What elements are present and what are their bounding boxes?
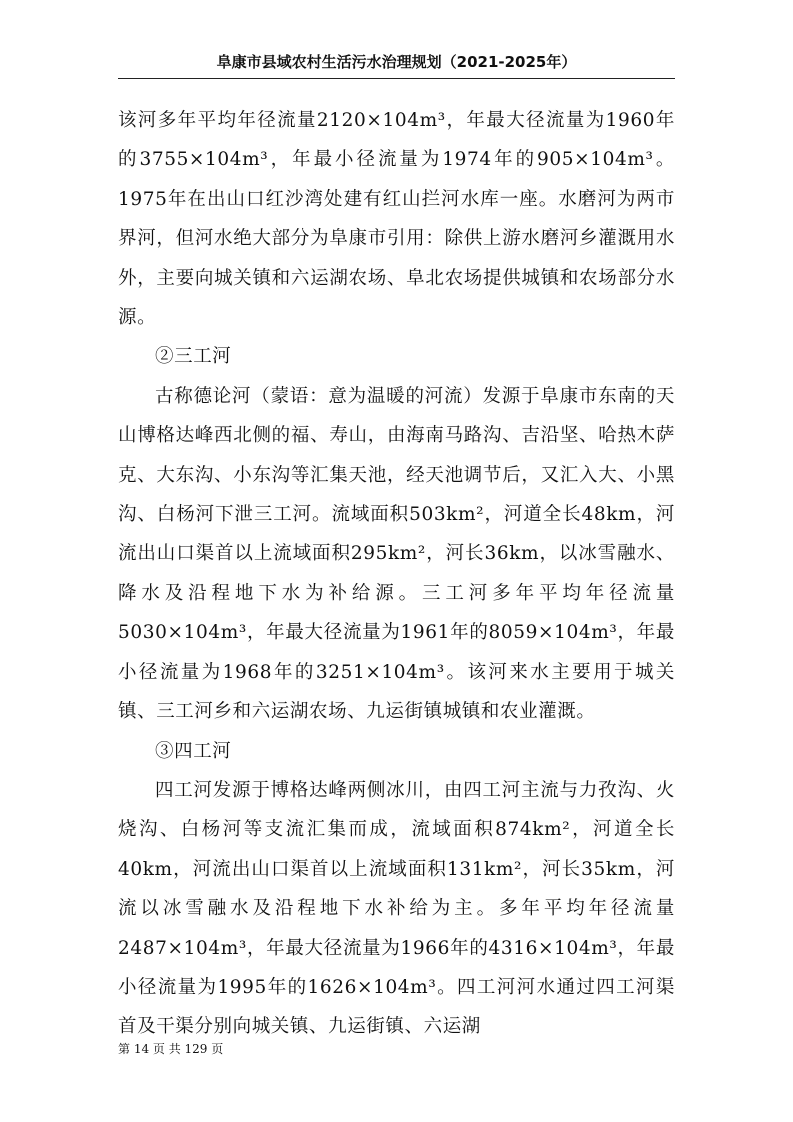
header-divider bbox=[118, 78, 675, 79]
section-heading-sigong-river: ③四工河 bbox=[155, 740, 232, 762]
paragraph-shuimo-river-runoff: 该河多年平均年径流量2120×104m³，年最大径流量为1960年的3755×104m³，年最小径流量为1974年的905×104m³。1975年在出山口红沙湾处建有红山拦河水库一座。水磨河为两市界河，但河水绝大部分为阜康市引用：除供上游水磨河乡灌溉用水外，主要向城关镇和六运湖农场、阜北农场提供城镇和农场部分水源。 bbox=[118, 110, 675, 329]
paragraph-sigong-river: 四工河发源于博格达峰两侧冰川，由四工河主流与力孜沟、火烧沟、白杨河等支流汇集而成，流域面积874km²，河道全长40km，河流出山口渠首以上流域面积131km²，河长35km，河流以冰雪融水及沿程地下水补给为主。多年平均年径流量2487×104m³，年最大径流量为1966年的4316×104m³，年最小径流量为1995年的1626×104m³。四工河河水通过四工河渠首及干渠分别向城关镇、九运街镇、六运湖 bbox=[118, 779, 675, 1038]
section-heading-sangong-river: ②三工河 bbox=[155, 346, 232, 368]
page-header-title: 阜康市县域农村生活污水治理规划（2021-2025年） bbox=[216, 53, 577, 71]
page-number-footer: 第 14 页 共 129 页 bbox=[118, 1042, 224, 1056]
document-body bbox=[118, 101, 675, 1047]
paragraph-sangong-river: 古称德论河（蒙语：意为温暖的河流）发源于阜康市东南的天山博格达峰西北侧的福、寿山，由海南马路沟、吉沿坚、哈热木萨克、大东沟、小东沟等汇集天池，经天池调节后，又汇入大、小黑沟、白杨河下泄三工河。流域面积503km²，河道全长48km，河流出山口渠首以上流域面积295km²，河长36km，以冰雪融水、降水及沿程地下水为补给源。三工河多年平均年径流量5030×104m³，年最大径流量为1961年的8059×104m³，年最小径流量为1968年的3251×104m³。该河来水主要用于城关镇、三工河乡和六运湖农场、九运街镇城镇和农业灌溉。 bbox=[118, 385, 675, 723]
